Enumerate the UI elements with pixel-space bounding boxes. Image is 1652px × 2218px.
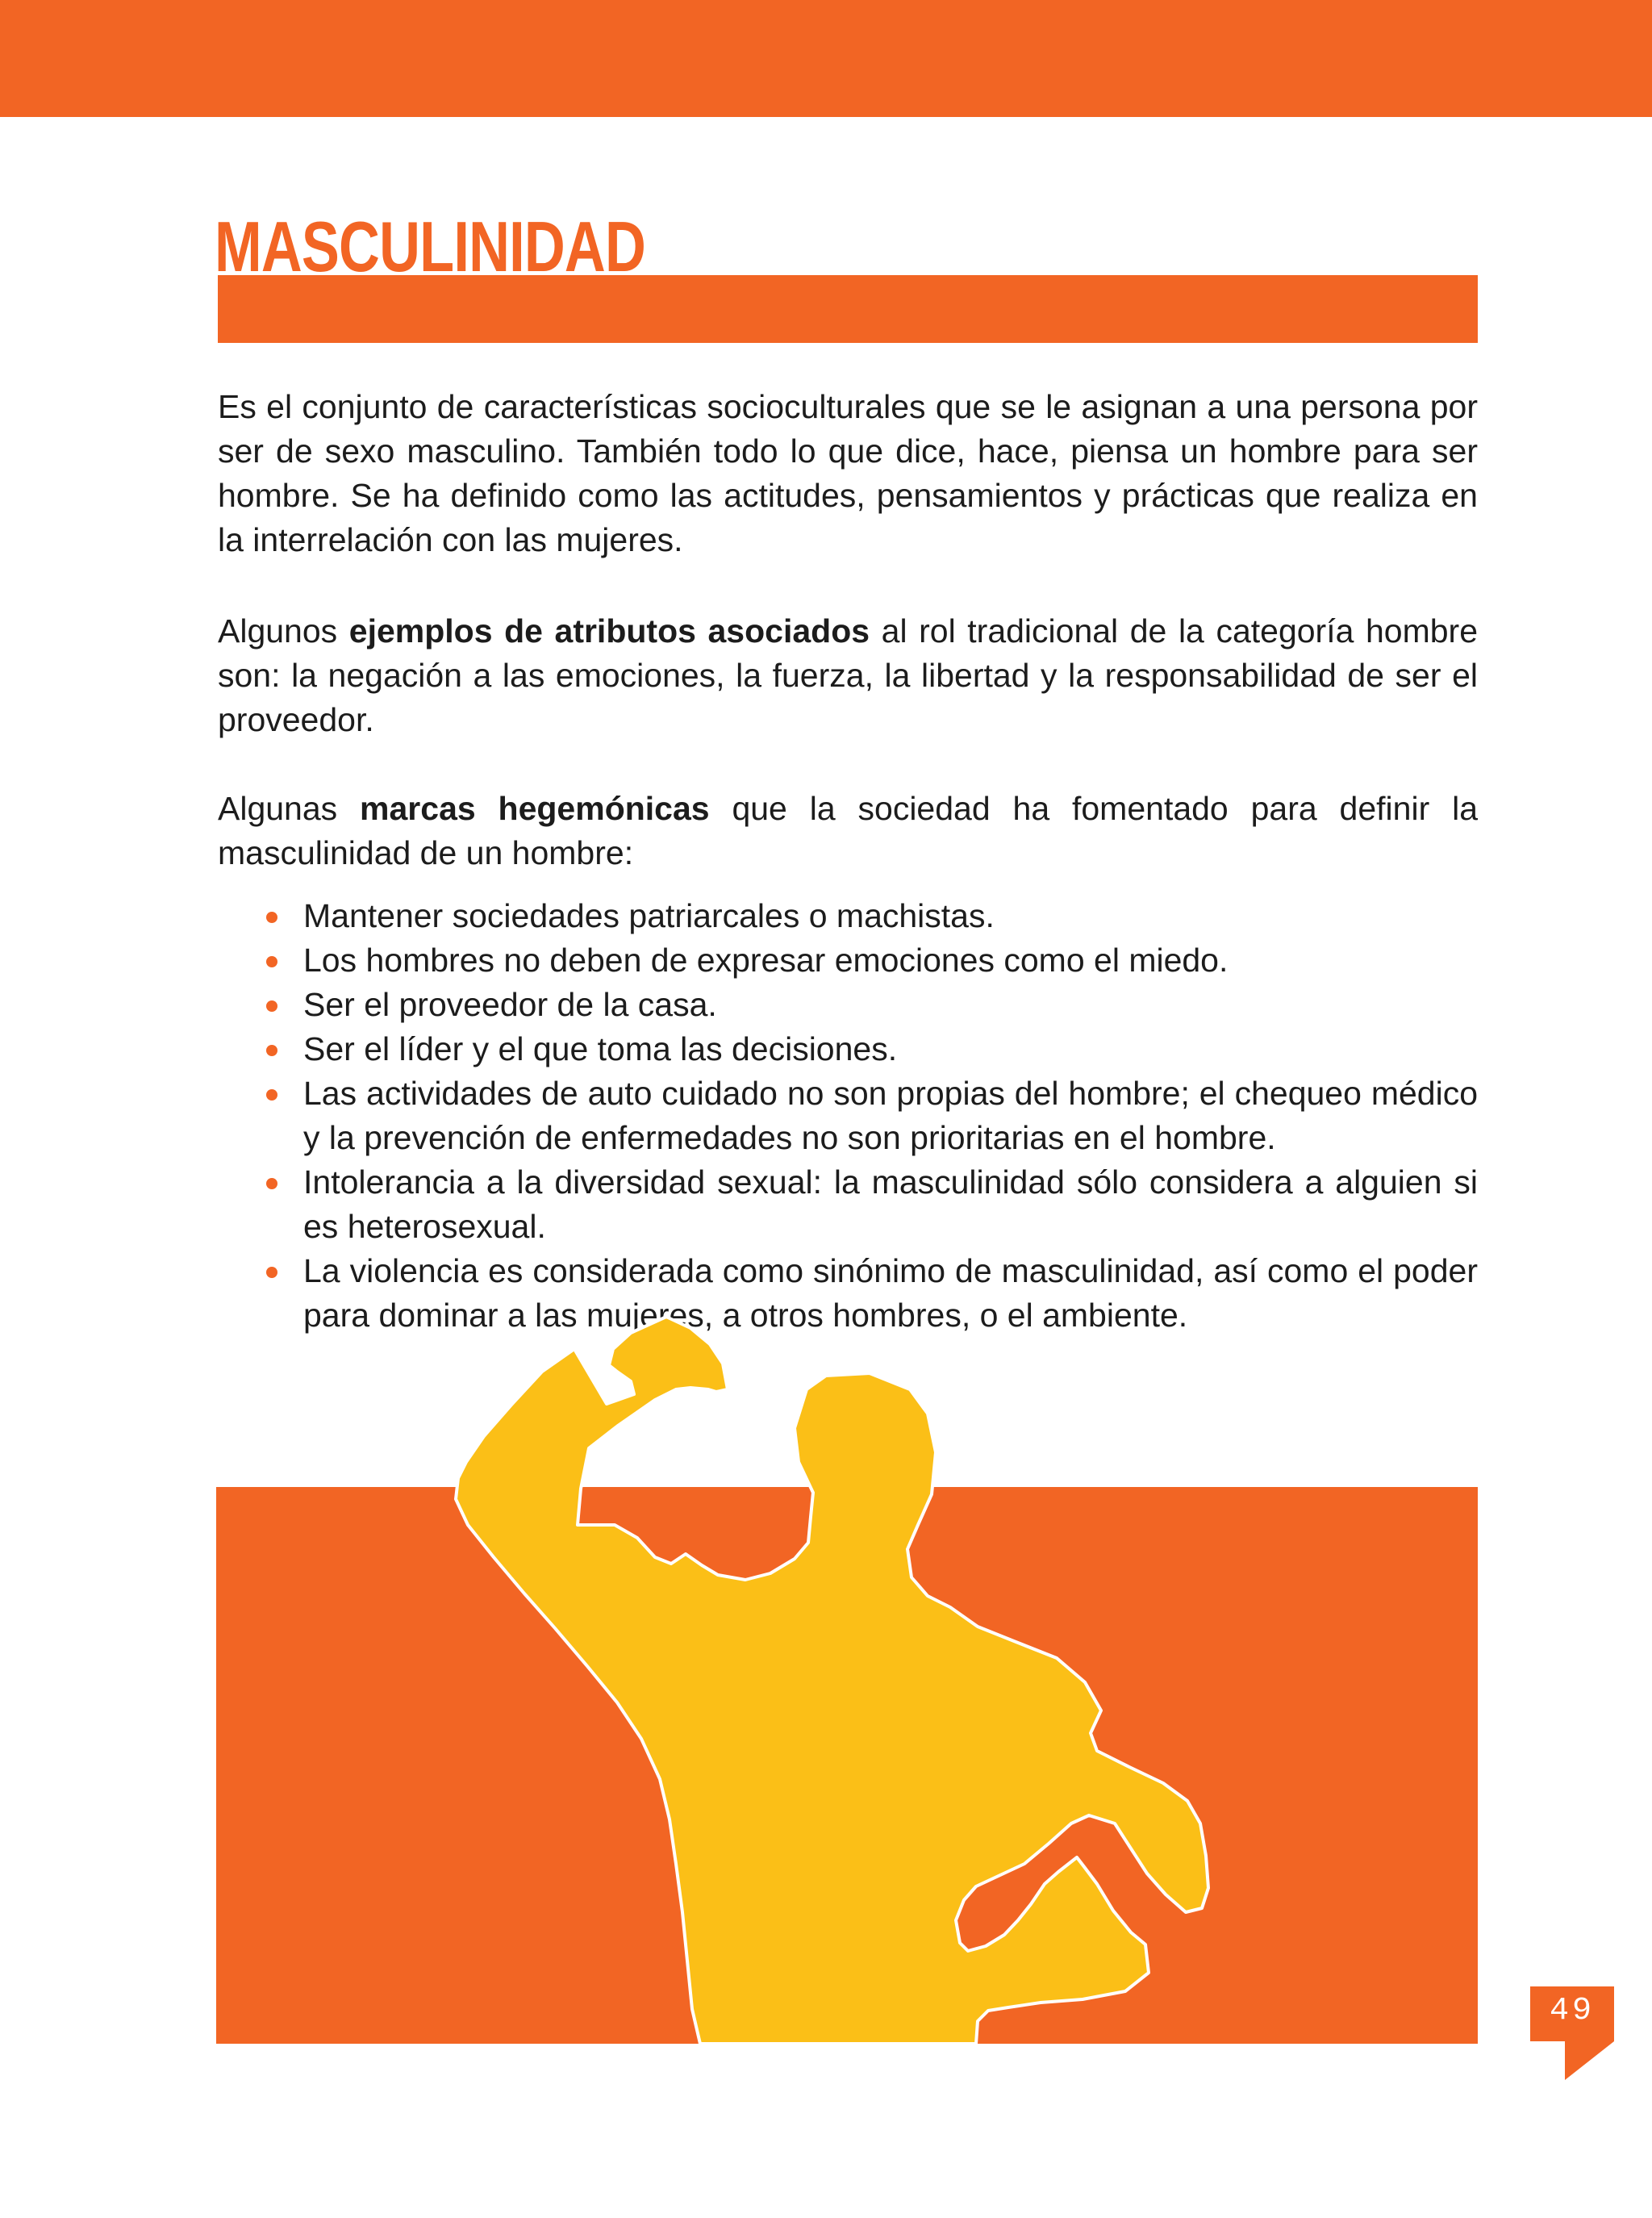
list-item-text: Intolerancia a la diversidad sexual: la masculinidad sólo considera a alguien si es heterosexual.: [303, 1163, 1478, 1245]
paragraph-definition: Es el conjunto de características socioculturales que se le asignan a una persona por ser de sexo masculino. También todo lo que dice, hace, piensa un hombre para ser hombre. Se ha definido como las actitudes, pensamientos y prácticas que realiza en la interrelación con las mujeres.: [218, 388, 1478, 558]
paragraph-attributes-lead: Algunos: [218, 612, 349, 650]
page-number: 49: [1549, 1993, 1595, 2029]
paragraph-hegemonic-bold: marcas hegemónicas: [360, 790, 710, 827]
paragraph-attributes-bold: ejemplos de atributos asociados: [348, 612, 870, 650]
paragraph-hegemonic-rest: que la sociedad ha fomentado para definir la masculinidad de un hombre:: [218, 790, 1479, 871]
page-title: MASCULINIDAD: [215, 207, 646, 286]
list-item-text: La violencia es considerada como sinónimo de masculinidad, así como el poder para dominar a las mujeres, a otros hombres, o el ambiente.: [303, 1252, 1478, 1334]
paragraph-attributes-rest: al rol tradicional de la categoría hombre son: la negación a las emociones, la fuerza, la libertad y la responsabilidad de ser el proveedor.: [218, 612, 1479, 738]
paragraph-hegemonic-lead: Algunas: [218, 790, 361, 827]
list-item-text: Las actividades de auto cuidado no son propias del hombre; el chequeo médico y la prevención de enfermedades no son prioritarias en el hombre.: [303, 1075, 1478, 1156]
list-item-text: Ser el líder y el que toma las decisiones.: [303, 1030, 898, 1067]
list-item-text: Mantener sociedades patriarcales o machistas.: [303, 897, 995, 934]
list-item-text: Los hombres no deben de expresar emociones como el miedo.: [303, 942, 1229, 979]
list-item-text: Ser el proveedor de la casa.: [303, 986, 717, 1023]
